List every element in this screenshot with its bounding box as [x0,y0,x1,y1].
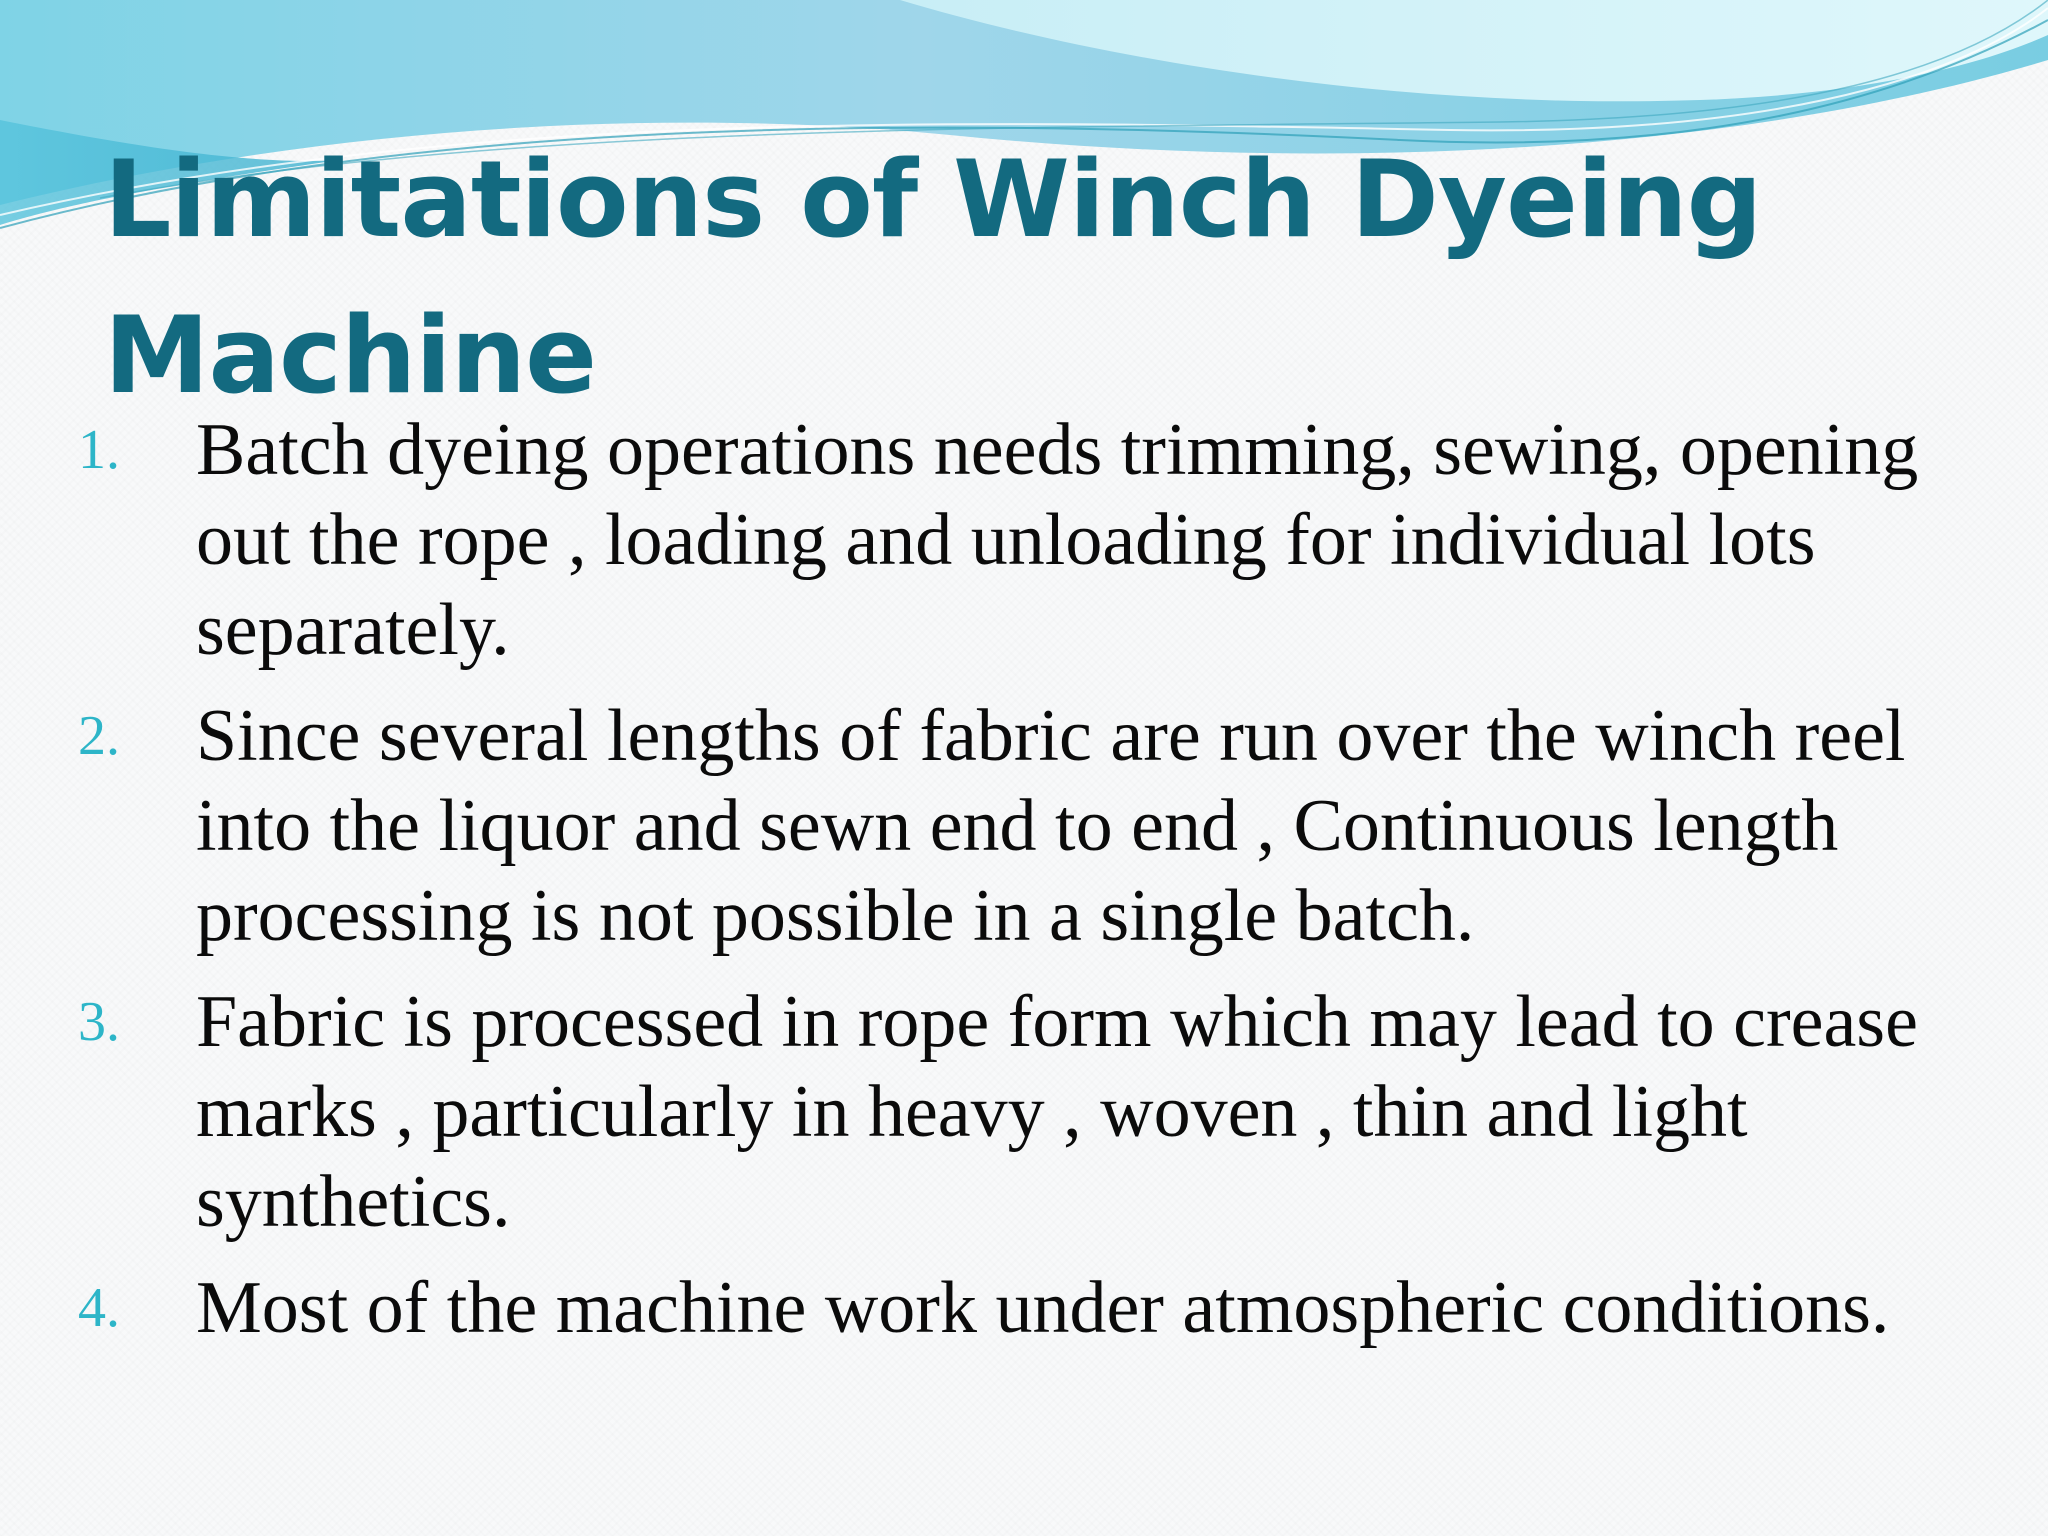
slide-title: Limitations of Winch Dyeing Machine [104,138,1762,417]
list-item [78,977,1968,1247]
list-item-number: 4. [78,1277,120,1339]
list-item-text: Batch dyeing operations needs trimming, sewing, opening out the rope , loading and unloading for individual lots separately. [196,409,1919,671]
list-item-text: Fabric is processed in rope form which may lead to crease marks , particularly in heavy , woven , thin and light synthetics. [196,981,1918,1243]
list-item-text: Since several lengths of fabric are run over the winch reel into the liquor and sewn end to end , Continuous length processing is not possible in a single batch. [196,695,1906,957]
limitations-list [78,405,1968,1369]
list-item [78,405,1968,675]
list-item-number: 2. [78,705,120,767]
list-item-text: Most of the machine work under atmospheric conditions. [196,1267,1890,1349]
list-item-number: 1. [78,419,120,481]
list-item [78,1263,1968,1353]
list-item [78,691,1968,961]
list-item-number: 3. [78,991,120,1053]
